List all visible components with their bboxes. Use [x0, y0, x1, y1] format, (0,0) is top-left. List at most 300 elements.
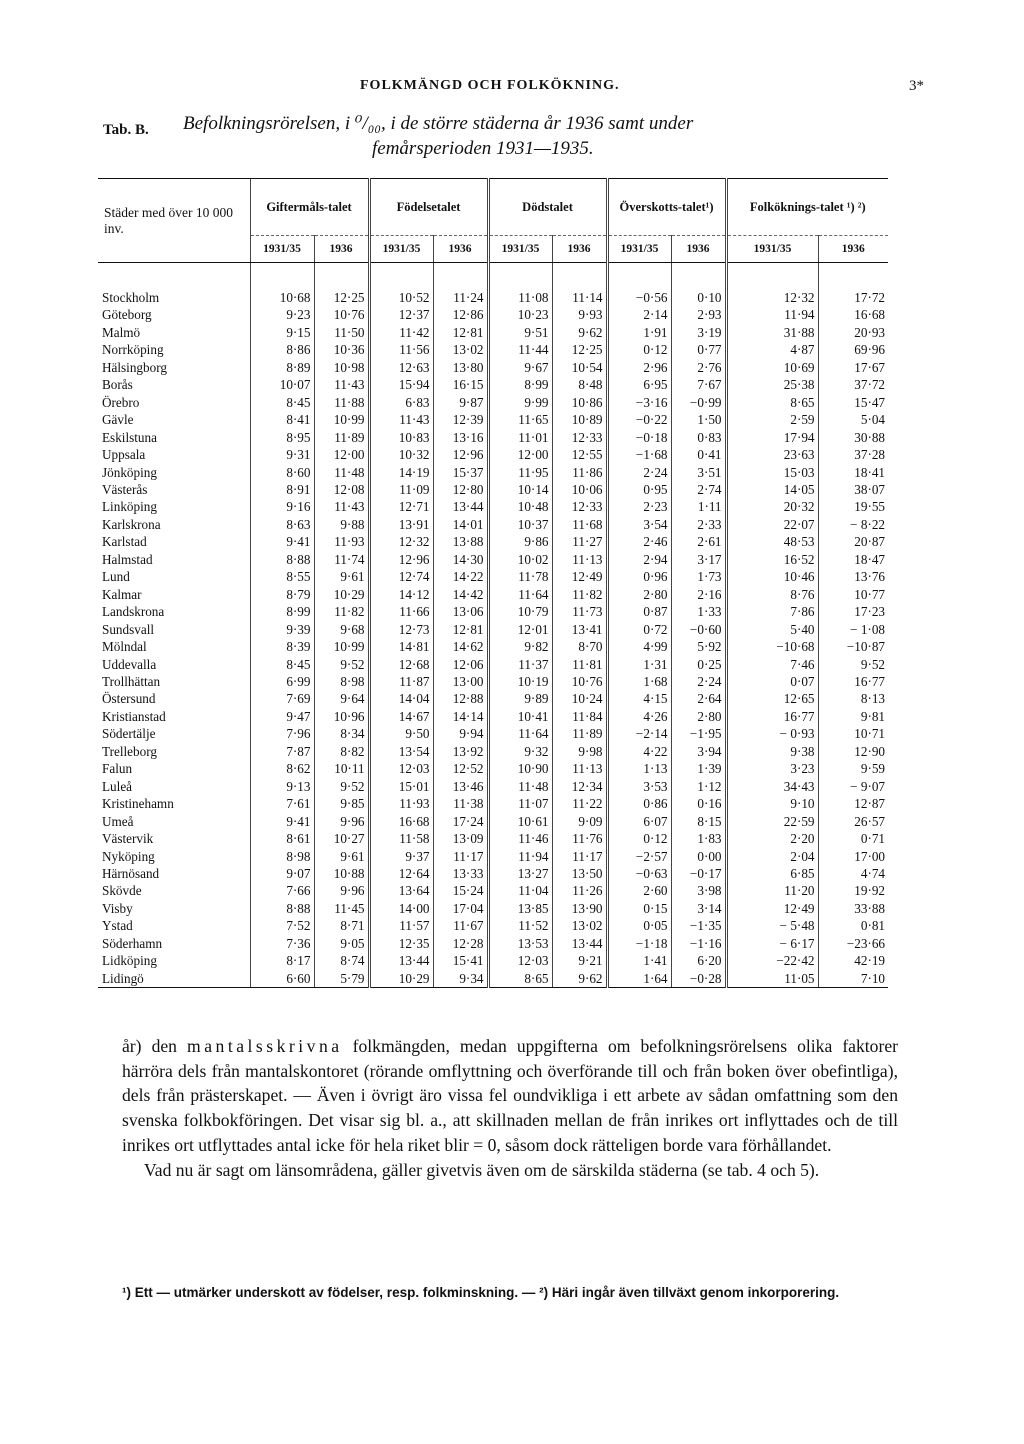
city-name-cell: Trollhättan: [102, 673, 161, 689]
value-cell: 11·64: [488, 725, 552, 742]
value-cell: 1·50: [671, 411, 726, 428]
value-cell: 11·14: [552, 263, 607, 307]
value-cell: 8·63: [250, 516, 314, 533]
value-cell: 12·25: [314, 263, 369, 307]
value-cell: 11·68: [552, 516, 607, 533]
value-cell: 11·52: [488, 917, 552, 934]
value-cell: 10·02: [488, 551, 552, 568]
table-row: [98, 638, 888, 655]
value-cell: 6·99: [250, 673, 314, 690]
value-cell: − 1·08: [818, 621, 888, 638]
city-name-cell: Västerås: [102, 481, 148, 497]
value-cell: 2·24: [607, 464, 671, 481]
city-name-cell: Karlskrona: [102, 516, 161, 532]
value-cell: 12·00: [314, 446, 369, 463]
value-cell: 7·10: [818, 970, 888, 988]
table-row: [98, 673, 888, 690]
value-cell: 12·90: [818, 743, 888, 760]
value-cell: 8·61: [250, 830, 314, 847]
value-cell: 11·08: [488, 263, 552, 307]
value-cell: 6·85: [726, 865, 818, 882]
table-row: [98, 568, 888, 585]
value-cell: 10·68: [250, 263, 314, 307]
table-row: [98, 551, 888, 568]
value-cell: 8·48: [552, 376, 607, 393]
value-cell: 10·90: [488, 760, 552, 777]
city-name-cell: Uddevalla: [102, 656, 157, 672]
city-name-cell: Visby: [102, 900, 133, 916]
value-cell: 9·23: [250, 306, 314, 323]
value-cell: 19·92: [818, 882, 888, 899]
value-cell: 11·07: [488, 795, 552, 812]
value-cell: 11·93: [369, 795, 433, 812]
value-cell: 12·96: [369, 551, 433, 568]
value-cell: 11·05: [726, 970, 818, 988]
value-cell: 37·72: [818, 376, 888, 393]
value-cell: 12·33: [552, 429, 607, 446]
value-cell: 22·07: [726, 516, 818, 533]
table-row: [98, 533, 888, 550]
value-cell: 11·45: [314, 900, 369, 917]
table-row: [98, 446, 888, 463]
city-name-cell: Norrköping: [102, 342, 164, 358]
value-cell: 11·43: [369, 411, 433, 428]
body-paragraph: [122, 1034, 898, 1158]
value-cell: 0·07: [726, 673, 818, 690]
value-cell: 10·96: [314, 708, 369, 725]
value-cell: 9·38: [726, 743, 818, 760]
value-cell: 4·74: [818, 865, 888, 882]
value-cell: 1·41: [607, 952, 671, 969]
subheader-period: 1931/35: [488, 236, 552, 263]
value-cell: 7·66: [250, 882, 314, 899]
value-cell: 9·68: [314, 621, 369, 638]
value-cell: 12·49: [552, 568, 607, 585]
value-cell: 0·96: [607, 568, 671, 585]
value-cell: 9·32: [488, 743, 552, 760]
group-header-growth: Folköknings-talet ¹) ²): [726, 179, 888, 236]
value-cell: 1·39: [671, 760, 726, 777]
value-cell: − 0·93: [726, 725, 818, 742]
value-cell: 8·91: [250, 481, 314, 498]
value-cell: 17·00: [818, 848, 888, 865]
value-cell: 11·74: [314, 551, 369, 568]
value-cell: 11·17: [433, 848, 488, 865]
value-cell: 26·57: [818, 813, 888, 830]
value-cell: 2·76: [671, 359, 726, 376]
value-cell: 10·54: [552, 359, 607, 376]
body-emphasis-word: mantalsskrivna: [187, 1036, 343, 1056]
value-cell: 0·25: [671, 656, 726, 673]
group-header-death: Dödstalet: [488, 179, 607, 236]
value-cell: 8·79: [250, 586, 314, 603]
city-name-cell: Karlstad: [102, 534, 147, 550]
value-cell: 8·55: [250, 568, 314, 585]
value-cell: 8·45: [250, 656, 314, 673]
value-cell: 9·07: [250, 865, 314, 882]
table-row: [98, 690, 888, 707]
value-cell: 8·41: [250, 411, 314, 428]
value-cell: 9·99: [488, 394, 552, 411]
value-cell: 12·52: [433, 760, 488, 777]
value-cell: 12·64: [369, 865, 433, 882]
value-cell: 11·42: [369, 324, 433, 341]
value-cell: 11·87: [369, 673, 433, 690]
table-row: [98, 341, 888, 358]
value-cell: 10·52: [369, 263, 433, 307]
value-cell: 13·53: [488, 935, 552, 952]
value-cell: 14·14: [433, 708, 488, 725]
value-cell: 11·66: [369, 603, 433, 620]
value-cell: 3·14: [671, 900, 726, 917]
value-cell: 8·65: [488, 970, 552, 988]
subheader-year: 1936: [818, 236, 888, 263]
value-cell: 1·31: [607, 656, 671, 673]
value-cell: 14·30: [433, 551, 488, 568]
value-cell: 12·96: [433, 446, 488, 463]
table-row: [98, 411, 888, 428]
table-row: [98, 464, 888, 481]
body-paragraph-1-start: år) den: [122, 1036, 177, 1056]
city-name-cell: Luleå: [102, 778, 133, 794]
value-cell: 6·20: [671, 952, 726, 969]
city-name-cell: Nyköping: [102, 848, 155, 864]
value-cell: 9·85: [314, 795, 369, 812]
value-cell: 13·46: [433, 778, 488, 795]
table-row: [98, 935, 888, 952]
value-cell: 12·63: [369, 359, 433, 376]
value-cell: 9·47: [250, 708, 314, 725]
value-cell: 5·40: [726, 621, 818, 638]
value-cell: −3·16: [607, 394, 671, 411]
value-cell: 10·76: [552, 673, 607, 690]
value-cell: 9·41: [250, 813, 314, 830]
city-column-header: Städer med över 10 000 inv.: [98, 179, 250, 263]
value-cell: −2·14: [607, 725, 671, 742]
value-cell: 4·87: [726, 341, 818, 358]
value-cell: 16·77: [818, 673, 888, 690]
group-header-birth: Födelsetalet: [369, 179, 488, 236]
value-cell: 12·65: [726, 690, 818, 707]
value-cell: 2·60: [607, 882, 671, 899]
value-cell: 7·36: [250, 935, 314, 952]
value-cell: 31·88: [726, 324, 818, 341]
value-cell: 7·61: [250, 795, 314, 812]
value-cell: 15·01: [369, 778, 433, 795]
value-cell: 9·52: [314, 656, 369, 673]
value-cell: 11·67: [433, 917, 488, 934]
city-name-cell: Lund: [102, 569, 130, 585]
city-name-cell: Kristianstad: [102, 708, 166, 724]
value-cell: 2·80: [671, 708, 726, 725]
value-cell: 14·62: [433, 638, 488, 655]
value-cell: 9·67: [488, 359, 552, 376]
value-cell: 9·31: [250, 446, 314, 463]
value-cell: 8·13: [818, 690, 888, 707]
value-cell: 23·63: [726, 446, 818, 463]
table-row: [98, 429, 888, 446]
subheader-year: 1936: [552, 236, 607, 263]
value-cell: 1·73: [671, 568, 726, 585]
value-cell: 2·33: [671, 516, 726, 533]
value-cell: 15·24: [433, 882, 488, 899]
value-cell: 12·87: [818, 795, 888, 812]
value-cell: 33·88: [818, 900, 888, 917]
value-cell: 9·50: [369, 725, 433, 742]
value-cell: 11·27: [552, 533, 607, 550]
value-cell: 10·98: [314, 359, 369, 376]
value-cell: 10·69: [726, 359, 818, 376]
value-cell: 12·86: [433, 306, 488, 323]
value-cell: 13·44: [433, 498, 488, 515]
value-cell: 13·76: [818, 568, 888, 585]
subheader-period: 1931/35: [250, 236, 314, 263]
table-row: [98, 743, 888, 760]
value-cell: 10·11: [314, 760, 369, 777]
city-name-cell: Ystad: [102, 918, 133, 934]
value-cell: 12·68: [369, 656, 433, 673]
city-name-cell: Linköping: [102, 499, 157, 515]
value-cell: −0·28: [671, 970, 726, 988]
city-name-cell: Kalmar: [102, 586, 142, 602]
value-cell: −10·68: [726, 638, 818, 655]
value-cell: 22·59: [726, 813, 818, 830]
value-cell: 9·51: [488, 324, 552, 341]
city-name-cell: Söderhamn: [102, 935, 163, 951]
value-cell: 17·72: [818, 263, 888, 307]
value-cell: 9·52: [818, 656, 888, 673]
value-cell: 1·12: [671, 778, 726, 795]
value-cell: 13·00: [433, 673, 488, 690]
statistics-table-container: [98, 178, 888, 988]
value-cell: 9·13: [250, 778, 314, 795]
group-header-marriage: Giftermåls-talet: [250, 179, 369, 236]
value-cell: 9·52: [314, 778, 369, 795]
value-cell: 0·77: [671, 341, 726, 358]
value-cell: 9·81: [818, 708, 888, 725]
value-cell: −1·35: [671, 917, 726, 934]
value-cell: 14·22: [433, 568, 488, 585]
value-cell: 2·96: [607, 359, 671, 376]
city-name-cell: Örebro: [102, 394, 140, 410]
value-cell: 8·88: [250, 551, 314, 568]
value-cell: 9·59: [818, 760, 888, 777]
value-cell: 9·15: [250, 324, 314, 341]
value-cell: 16·68: [369, 813, 433, 830]
value-cell: 14·12: [369, 586, 433, 603]
table-row: [98, 830, 888, 847]
value-cell: 11·17: [552, 848, 607, 865]
value-cell: 11·56: [369, 341, 433, 358]
table-body: [98, 263, 888, 988]
value-cell: 13·92: [433, 743, 488, 760]
value-cell: 13·44: [369, 952, 433, 969]
table-row: [98, 760, 888, 777]
value-cell: 12·28: [433, 935, 488, 952]
value-cell: 1·33: [671, 603, 726, 620]
value-cell: 11·84: [552, 708, 607, 725]
value-cell: 0·16: [671, 795, 726, 812]
value-cell: 10·24: [552, 690, 607, 707]
group-header-surplus: Överskotts-talet¹): [607, 179, 726, 236]
value-cell: 2·61: [671, 533, 726, 550]
value-cell: 9·05: [314, 935, 369, 952]
value-cell: 10·06: [552, 481, 607, 498]
value-cell: 69·96: [818, 341, 888, 358]
value-cell: 3·94: [671, 743, 726, 760]
value-cell: 9·87: [433, 394, 488, 411]
table-row: [98, 376, 888, 393]
value-cell: 0·87: [607, 603, 671, 620]
value-cell: 8·76: [726, 586, 818, 603]
table-row: [98, 725, 888, 742]
city-name-cell: Borås: [102, 377, 133, 393]
value-cell: 3·19: [671, 324, 726, 341]
value-cell: 0·81: [818, 917, 888, 934]
value-cell: 10·29: [369, 970, 433, 988]
value-cell: 37·28: [818, 446, 888, 463]
table-row: [98, 952, 888, 969]
value-cell: 17·23: [818, 603, 888, 620]
value-cell: 11·48: [314, 464, 369, 481]
value-cell: 0·86: [607, 795, 671, 812]
value-cell: 10·41: [488, 708, 552, 725]
table-title-line-2: femårsperioden 1931—1935.: [372, 138, 594, 159]
value-cell: 11·48: [488, 778, 552, 795]
city-name-cell: Trelleborg: [102, 743, 157, 759]
value-cell: 3·98: [671, 882, 726, 899]
table-row: [98, 498, 888, 515]
city-name-cell: Gävle: [102, 412, 134, 428]
city-name-cell: Eskilstuna: [102, 429, 157, 445]
subheader-period: 1931/35: [726, 236, 818, 263]
value-cell: 42·19: [818, 952, 888, 969]
city-name-cell: Östersund: [102, 691, 156, 707]
value-cell: 0·71: [818, 830, 888, 847]
value-cell: 12·80: [433, 481, 488, 498]
value-cell: 9·88: [314, 516, 369, 533]
value-cell: 12·81: [433, 621, 488, 638]
value-cell: 0·10: [671, 263, 726, 307]
value-cell: 13·91: [369, 516, 433, 533]
value-cell: 13·33: [433, 865, 488, 882]
value-cell: −2·57: [607, 848, 671, 865]
value-cell: 11·38: [433, 795, 488, 812]
value-cell: 13·06: [433, 603, 488, 620]
value-cell: 15·37: [433, 464, 488, 481]
city-name-cell: Sundsvall: [102, 621, 155, 637]
value-cell: 11·94: [726, 306, 818, 323]
value-cell: 11·89: [314, 429, 369, 446]
value-cell: 10·61: [488, 813, 552, 830]
value-cell: 1·13: [607, 760, 671, 777]
running-title: FOLKMÄNGD OCH FOLKÖKNING.: [360, 78, 620, 93]
value-cell: 0·15: [607, 900, 671, 917]
value-cell: 9·62: [552, 324, 607, 341]
value-cell: −0·22: [607, 411, 671, 428]
value-cell: 12·35: [369, 935, 433, 952]
value-cell: 9·82: [488, 638, 552, 655]
value-cell: 11·94: [488, 848, 552, 865]
value-cell: −0·18: [607, 429, 671, 446]
value-cell: 3·17: [671, 551, 726, 568]
table-row: [98, 481, 888, 498]
value-cell: − 5·48: [726, 917, 818, 934]
value-cell: 14·19: [369, 464, 433, 481]
value-cell: 13·54: [369, 743, 433, 760]
value-cell: 10·07: [250, 376, 314, 393]
value-cell: 10·36: [314, 341, 369, 358]
table-row: [98, 656, 888, 673]
value-cell: 11·86: [552, 464, 607, 481]
value-cell: 12·25: [552, 341, 607, 358]
body-text: [122, 1034, 898, 1182]
value-cell: 10·19: [488, 673, 552, 690]
value-cell: 10·37: [488, 516, 552, 533]
value-cell: 9·39: [250, 621, 314, 638]
page-number: 3*: [909, 78, 924, 94]
value-cell: 2·16: [671, 586, 726, 603]
value-cell: 12·71: [369, 498, 433, 515]
value-cell: 10·86: [552, 394, 607, 411]
value-cell: 11·22: [552, 795, 607, 812]
value-cell: 8·74: [314, 952, 369, 969]
value-cell: 13·80: [433, 359, 488, 376]
value-cell: 9·86: [488, 533, 552, 550]
value-cell: 7·69: [250, 690, 314, 707]
table-row: [98, 900, 888, 917]
city-name-cell: Göteborg: [102, 307, 152, 323]
value-cell: 10·32: [369, 446, 433, 463]
value-cell: 1·11: [671, 498, 726, 515]
value-cell: 18·41: [818, 464, 888, 481]
value-cell: −22·42: [726, 952, 818, 969]
value-cell: 12·49: [726, 900, 818, 917]
value-cell: 13·27: [488, 865, 552, 882]
value-cell: 9·93: [552, 306, 607, 323]
value-cell: − 9·07: [818, 778, 888, 795]
value-cell: 2·74: [671, 481, 726, 498]
value-cell: −0·56: [607, 263, 671, 307]
value-cell: 15·41: [433, 952, 488, 969]
value-cell: 9·64: [314, 690, 369, 707]
value-cell: 0·95: [607, 481, 671, 498]
table-row: [98, 359, 888, 376]
value-cell: 14·04: [369, 690, 433, 707]
value-cell: 14·67: [369, 708, 433, 725]
value-cell: 12·74: [369, 568, 433, 585]
value-cell: 30·88: [818, 429, 888, 446]
value-cell: 0·72: [607, 621, 671, 638]
value-cell: 16·68: [818, 306, 888, 323]
value-cell: 11·26: [552, 882, 607, 899]
city-name-cell: Hälsingborg: [102, 359, 167, 375]
value-cell: 9·10: [726, 795, 818, 812]
value-cell: 13·50: [552, 865, 607, 882]
city-name-cell: Malmö: [102, 324, 141, 340]
value-cell: − 8·22: [818, 516, 888, 533]
value-cell: 14·81: [369, 638, 433, 655]
value-cell: 11·43: [314, 376, 369, 393]
value-cell: 8·82: [314, 743, 369, 760]
value-cell: 10·76: [314, 306, 369, 323]
table-row: [98, 848, 888, 865]
value-cell: 12·88: [433, 690, 488, 707]
value-cell: 10·83: [369, 429, 433, 446]
city-name-cell: Lidköping: [102, 953, 157, 969]
value-cell: 38·07: [818, 481, 888, 498]
value-cell: 6·07: [607, 813, 671, 830]
